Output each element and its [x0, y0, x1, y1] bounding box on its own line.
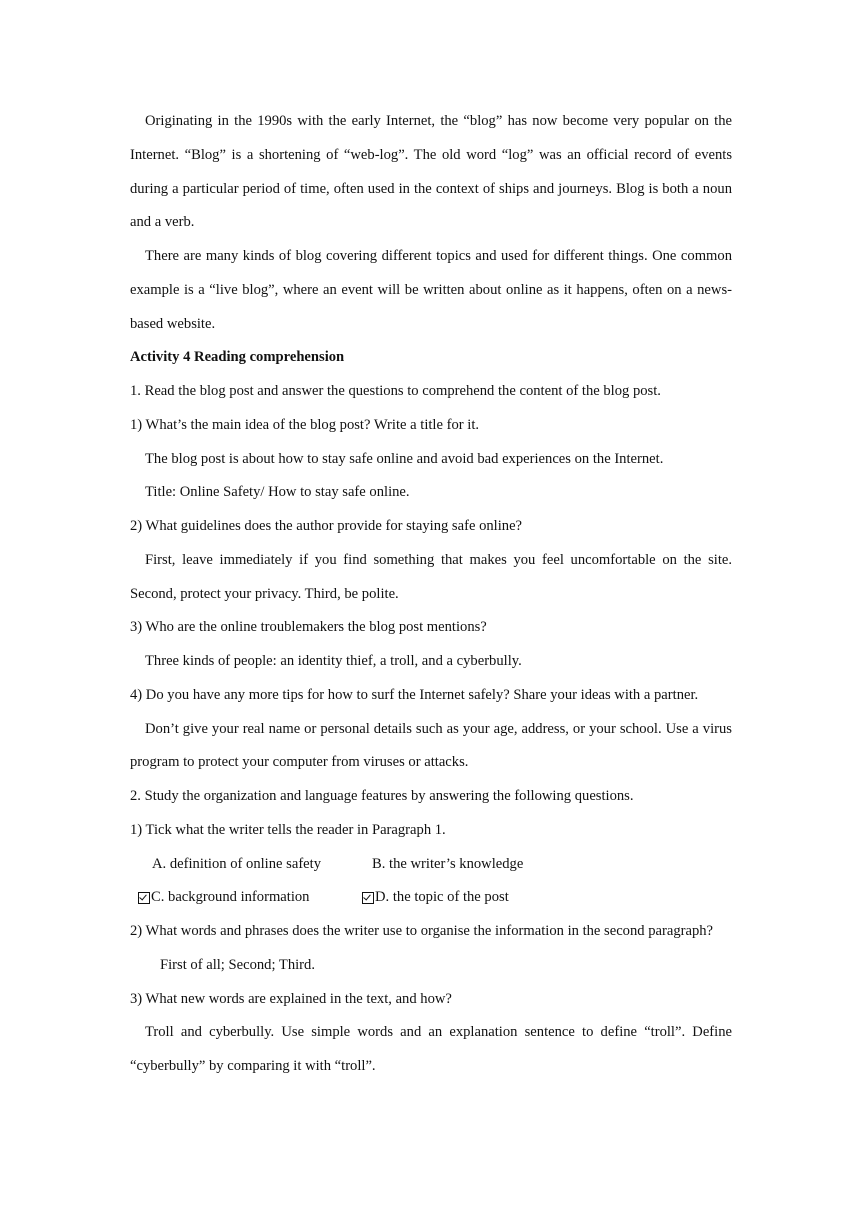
- part1-question-4: 4) Do you have any more tips for how to surf the Internet safely? Share your ideas with a partner.: [130, 686, 699, 703]
- part2-instruction: 2. Study the organization and language features by answering the following questions.: [130, 788, 634, 804]
- document-body: [130, 105, 732, 1084]
- part1-question-3: 3) Who are the online troublemakers the blog post mentions?: [130, 619, 487, 636]
- activity-heading: Activity 4 Reading comprehension: [130, 349, 345, 366]
- option-a: A. definition of online safety: [152, 855, 322, 872]
- checked-box-icon: [362, 892, 374, 904]
- part1-answer-2: First, leave immediately if you find something that makes you feel uncomfortable on the site. Second, protect your privacy. Third, be polite.: [130, 551, 732, 602]
- part2-question-1: 1) Tick what the writer tells the reader in Paragraph 1.: [130, 821, 446, 838]
- option-d: [362, 881, 509, 915]
- option-c: [130, 881, 362, 915]
- options-row-1: [130, 848, 732, 882]
- part1-answer-1-line-1: The blog post is about how to stay safe online and avoid bad experiences on the Internet.: [145, 450, 664, 467]
- part1-question-2: 2) What guidelines does the author provide for staying safe online?: [130, 518, 523, 534]
- option-c-label: C. background information: [151, 889, 310, 906]
- part1-instruction: 1. Read the blog post and answer the questions to comprehend the content of the blog post.: [130, 383, 661, 399]
- intro-paragraph-1: Originating in the 1990s with the early Internet, the “blog” has now become very popular on the Internet. “Blog” is a shortening of “web-log”. The old word “log” was an official record of events during a particular period of time, often used in the context of ships and journeys. Blog is both a noun and a verb.: [130, 113, 732, 231]
- option-b: B. the writer’s knowledge: [372, 855, 524, 872]
- part1-answer-3: Three kinds of people: an identity thief, a troll, and a cyberbully.: [145, 653, 522, 669]
- part2-question-2: 2) What words and phrases does the writer use to organise the information in the second paragraph?: [130, 923, 714, 939]
- intro-paragraph-2: There are many kinds of blog covering different topics and used for different things. One common example is a “live blog”, where an event will be written about online as it happens, often on a news-based website.: [130, 248, 732, 332]
- checked-box-icon: [138, 892, 150, 904]
- part1-answer-4: Don’t give your real name or personal details such as your age, address, or your school. Use a virus program to protect your computer from viruses or attacks.: [130, 720, 732, 771]
- option-d-label: D. the topic of the post: [375, 889, 509, 906]
- part2-answer-2: First of all; Second; Third.: [160, 956, 315, 973]
- options-row-2: [130, 881, 732, 915]
- part2-answer-3: Troll and cyberbully. Use simple words and an explanation sentence to define “troll”. Define “cyberbully” by comparing it with “troll”.: [130, 1024, 732, 1074]
- part1-question-1: 1) What’s the main idea of the blog post? Write a title for it.: [130, 416, 480, 433]
- part2-question-3: 3) What new words are explained in the text, and how?: [130, 990, 452, 1007]
- part1-answer-1-line-2: Title: Online Safety/ How to stay safe online.: [145, 484, 410, 501]
